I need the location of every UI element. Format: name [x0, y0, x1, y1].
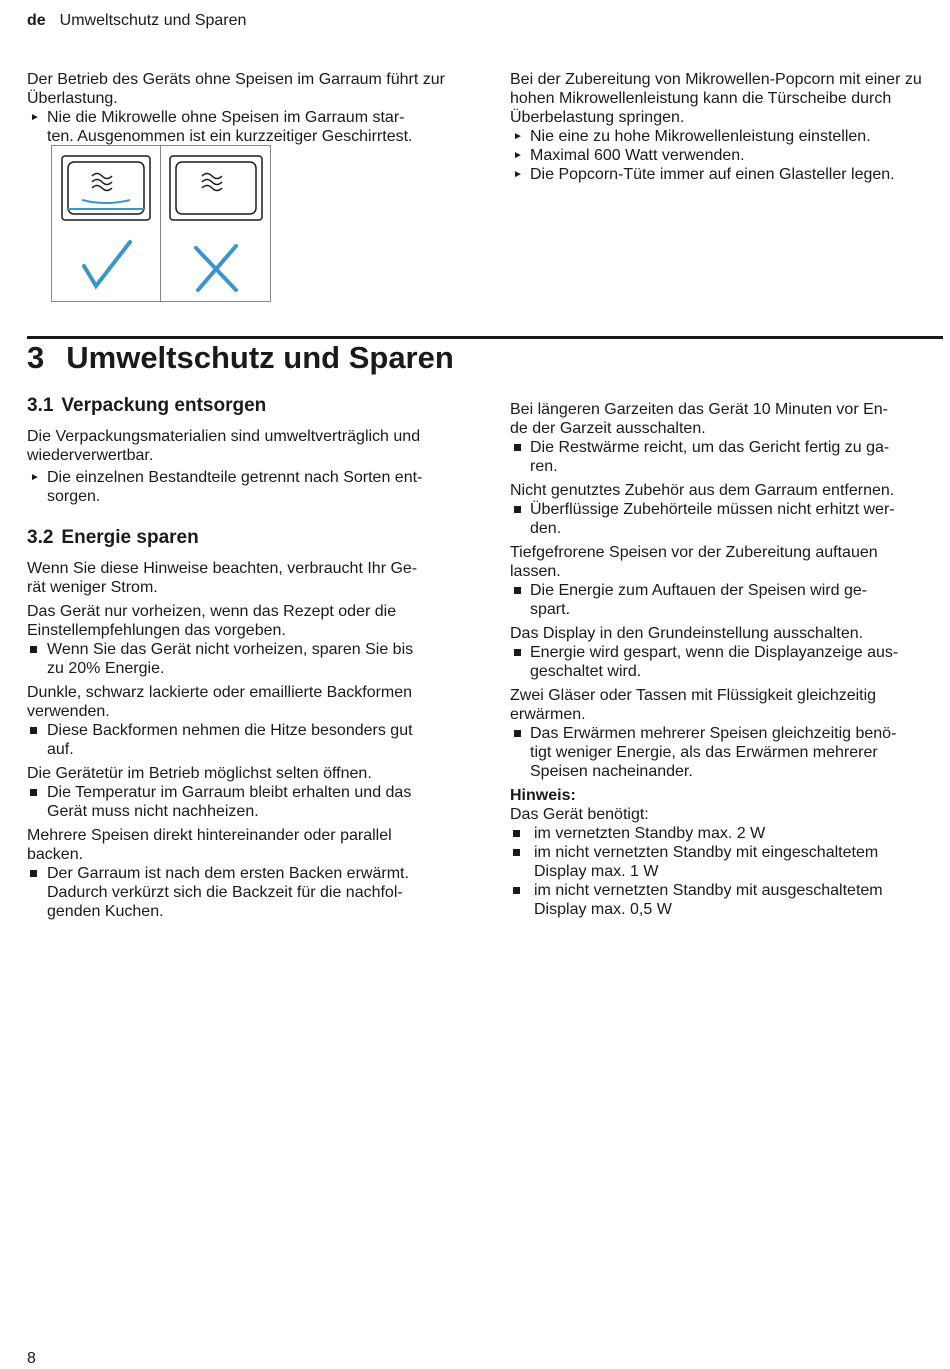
list-item [510, 643, 942, 681]
overload-paragraph: Der Betrieb des Geräts ohne Speisen im Garraum führt zur Überlastung. [27, 71, 445, 107]
oven-with-food-icon [62, 156, 150, 220]
paragraph [27, 826, 462, 864]
paragraph [510, 543, 942, 581]
arrow-bullet-icon: ► [513, 131, 523, 142]
square-bullet-icon [30, 646, 37, 653]
paragraph: Nicht genutztes Zubehör aus dem Garraum entfernen. [510, 482, 895, 499]
square-bullet-icon [514, 649, 521, 656]
section-heading-3-1 [27, 395, 462, 417]
list-item [510, 165, 942, 184]
bullet-line: den. [530, 520, 562, 537]
bullet-line: Die einzelnen Bestandteile getrennt nach Sorten ent- [47, 469, 423, 486]
section-number: 3.1 [27, 395, 54, 416]
bullet-line: im nicht vernetzten Standby mit ausgeschaltetem [534, 882, 883, 899]
bullet-line: im nicht vernetzten Standby mit eingeschaltetem [534, 844, 879, 861]
text-line: backen. [27, 846, 84, 863]
bullet-line: Gerät muss nicht nachheizen. [47, 803, 259, 820]
list-item [510, 127, 942, 146]
text-line: rät weniger Strom. [27, 579, 158, 596]
running-header [27, 12, 246, 30]
popcorn-paragraph: Bei der Zubereitung von Mikrowellen-Popcorn mit einer zu hohen Mikrowellenleistung kann die Türscheibe durch Überbelastung springen. [510, 71, 922, 126]
list-item [510, 881, 942, 919]
paragraph: Das Display in den Grundeinstellung ausschalten. [510, 625, 864, 642]
bullet-line: geschaltet wird. [530, 663, 642, 680]
checkmark-icon [84, 242, 130, 286]
bullet-line: Der Garraum ist nach dem ersten Backen erwärmt. [47, 865, 409, 882]
square-bullet-icon [513, 830, 520, 837]
list-item [510, 824, 942, 843]
bullet-line: zu 20% Energie. [47, 660, 165, 677]
bullet-line: Die Energie zum Auftauen der Speisen wird ge- [530, 582, 868, 599]
list-item [510, 843, 942, 881]
text-line: de der Garzeit ausschalten. [510, 420, 706, 437]
square-bullet-icon [513, 887, 520, 894]
square-bullet-icon [30, 727, 37, 734]
text-line: lassen. [510, 563, 561, 580]
bullet-line: Energie wird gespart, wenn die Displayanzeige aus- [530, 644, 899, 661]
paragraph [510, 400, 942, 438]
text-line: Tiefgefrorene Speisen vor der Zubereitung auftauen [510, 544, 878, 561]
chapter-heading [27, 340, 454, 376]
square-bullet-icon [513, 849, 520, 856]
bullet-line: Display max. 0,5 W [534, 901, 672, 918]
section-title: Energie sparen [61, 527, 199, 548]
language-code: de [27, 12, 46, 29]
list-item [510, 146, 942, 165]
microwave-figure [51, 145, 271, 302]
square-bullet-icon [514, 506, 521, 513]
chapter-rule [27, 336, 943, 339]
header-title: Umweltschutz und Sparen [59, 12, 247, 29]
bullet-line: ten. Ausgenommen ist ein kurzzeitiger Geschirrtest. [47, 128, 413, 145]
square-bullet-icon [514, 730, 521, 737]
list-item [27, 783, 462, 821]
square-bullet-icon [514, 587, 521, 594]
paragraph: Dunkle, schwarz lackierte oder emaillierte Backformen verwenden. [27, 684, 413, 720]
cross-icon [196, 246, 236, 290]
paragraph [27, 559, 462, 597]
bullet-line: Die Temperatur im Garraum bleibt erhalten und das [47, 784, 412, 801]
bullet-line: Überflüssige Zubehörteile müssen nicht erhitzt wer- [530, 501, 895, 518]
arrow-bullet-icon: ► [30, 472, 40, 483]
paragraph: Die Gerätetür im Betrieb möglichst selten öffnen. [27, 765, 372, 782]
bullet-line: spart. [530, 601, 571, 618]
square-bullet-icon [30, 870, 37, 877]
bullet-line: tigt weniger Energie, als das Erwärmen mehrerer [530, 744, 878, 761]
section-title: Verpackung entsorgen [61, 395, 267, 416]
bullet-line: ren. [530, 458, 558, 475]
top-left-block [27, 70, 462, 146]
chapter-number: 3 [27, 340, 45, 375]
hint-intro: Das Gerät benötigt: [510, 806, 649, 823]
text-line: Zwei Gläser oder Tassen mit Flüssigkeit gleichzeitig [510, 687, 877, 704]
oven-empty-icon [170, 156, 262, 220]
bullet-line: auf. [47, 741, 74, 758]
list-item [510, 500, 942, 538]
bullet-line: Speisen nacheinander. [530, 763, 693, 780]
text-line: Bei längeren Garzeiten das Gerät 10 Minuten vor En- [510, 401, 888, 418]
page-number: 8 [27, 1350, 36, 1367]
list-item [27, 864, 462, 921]
arrow-bullet-icon: ► [513, 169, 523, 180]
bullet-line: sorgen. [47, 488, 101, 505]
left-column [27, 395, 462, 921]
microwave-illustration [52, 146, 272, 303]
list-item [27, 640, 462, 678]
square-bullet-icon [514, 444, 521, 451]
list-item [27, 721, 462, 759]
bullet-line: Diese Backformen nehmen die Hitze besonders gut [47, 722, 413, 739]
bullet-line: Dadurch verkürzt sich die Backzeit für die nachfol- [47, 884, 403, 901]
bullet-line: Nie die Mikrowelle ohne Speisen im Garraum star- [47, 109, 405, 126]
bullet-line: Display max. 1 W [534, 863, 659, 880]
paragraph [510, 686, 942, 724]
bullet-line: genden Kuchen. [47, 903, 164, 920]
text-line: Wenn Sie diese Hinweise beachten, verbraucht Ihr Ge- [27, 560, 418, 577]
list-item [510, 581, 942, 619]
bullet-text: Die Popcorn-Tüte immer auf einen Glasteller legen. [530, 166, 895, 183]
list-item [510, 724, 942, 781]
section-heading-3-2 [27, 527, 462, 549]
bullet-text: Maximal 600 Watt verwenden. [530, 147, 745, 164]
bullet-line: im vernetzten Standby max. 2 W [534, 825, 766, 842]
bullet-line: Die Restwärme reicht, um das Gericht fertig zu ga- [530, 439, 890, 456]
square-bullet-icon [30, 789, 37, 796]
top-right-block [510, 70, 942, 184]
chapter-title: Umweltschutz und Sparen [66, 340, 454, 375]
arrow-bullet-icon: ► [30, 112, 40, 123]
right-column [510, 400, 942, 919]
arrow-bullet-icon: ► [513, 150, 523, 161]
list-item [510, 438, 942, 476]
list-item [27, 108, 462, 146]
paragraph: Das Gerät nur vorheizen, wenn das Rezept oder die Einstellempfehlungen das vorgeben. [27, 603, 397, 639]
paragraph: Die Verpackungsmaterialien sind umweltverträglich und wiederverwertbar. [27, 428, 421, 464]
list-item [27, 468, 462, 506]
hint-label: Hinweis: [510, 787, 576, 804]
bullet-line: Wenn Sie das Gerät nicht vorheizen, sparen Sie bis [47, 641, 414, 658]
section-number: 3.2 [27, 527, 54, 548]
text-line: erwärmen. [510, 706, 586, 723]
text-line: Mehrere Speisen direkt hintereinander oder parallel [27, 827, 392, 844]
bullet-text: Nie eine zu hohe Mikrowellenleistung einstellen. [530, 128, 871, 145]
bullet-line: Das Erwärmen mehrerer Speisen gleichzeitig benö- [530, 725, 897, 742]
